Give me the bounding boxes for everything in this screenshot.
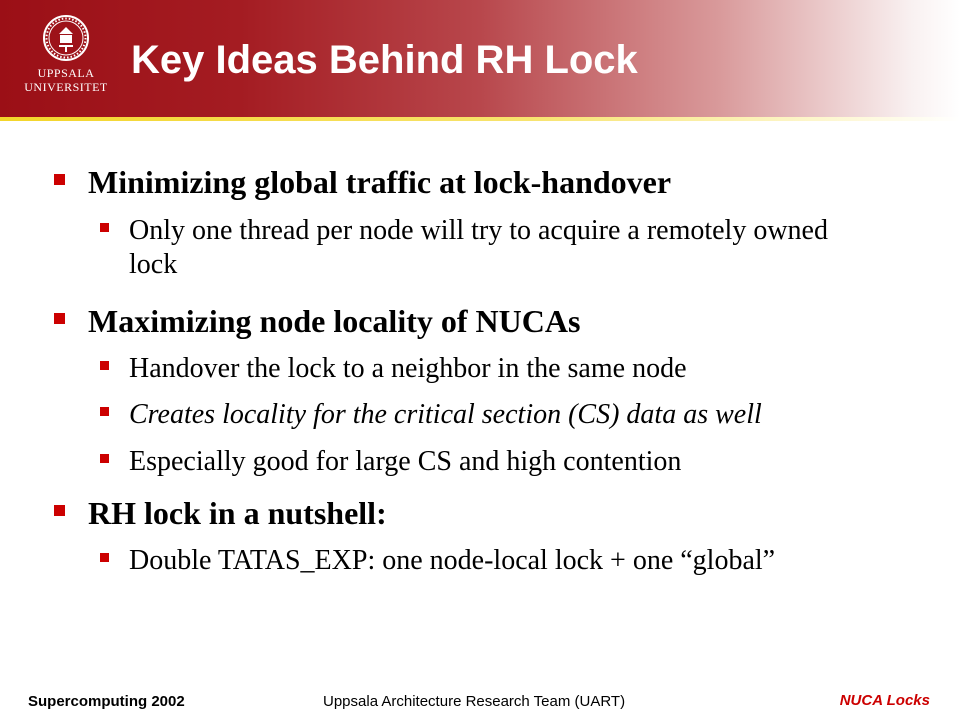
square-bullet-icon (54, 313, 65, 324)
bullet-1-text: Minimizing global traffic at lock-handover (88, 164, 672, 200)
slide-title: Key Ideas Behind RH Lock (131, 38, 638, 82)
bullet-2-sub-3 (129, 445, 849, 479)
bullet-3-text: RH lock in a nutshell: (88, 495, 387, 531)
logo-text-line1: UPPSALA (37, 66, 95, 80)
footer-conference: Supercomputing 2002 (28, 693, 185, 710)
header-divider (0, 117, 960, 121)
bullet-1-sub-1 (129, 214, 849, 282)
university-seal-icon (42, 14, 90, 66)
bullet-3-sub-1 (129, 544, 849, 578)
university-logo (18, 14, 114, 104)
bullet-2-sub-2 (129, 398, 849, 432)
square-bullet-icon (54, 174, 65, 185)
logo-text-line2: UNIVERSITET (24, 80, 108, 94)
bullet-2-sub-1-text: Handover the lock to a neighbor in the same node (129, 353, 687, 384)
bullet-2-sub-1 (129, 352, 849, 386)
bullet-2-sub-3-text: Especially good for large CS and high contention (129, 446, 682, 477)
footer-topic: NUCA Locks (839, 692, 930, 709)
bullet-2 (88, 303, 580, 339)
square-bullet-icon (54, 505, 65, 516)
footer-team: Uppsala Architecture Research Team (UART) (323, 693, 626, 710)
bullet-2-sub-2-text: Creates locality for the critical section (CS) data as well (129, 399, 762, 430)
bullet-3 (88, 495, 387, 531)
bullet-3-sub-1-text: Double TATAS_EXP: one node-local lock + one “global” (129, 545, 776, 576)
bullet-1 (88, 164, 671, 200)
square-bullet-icon (100, 454, 109, 463)
square-bullet-icon (100, 407, 109, 416)
square-bullet-icon (100, 553, 109, 562)
square-bullet-icon (100, 361, 109, 370)
square-bullet-icon (100, 223, 109, 232)
bullet-1-sub-1-text: Only one thread per node will try to acquire a remotely owned lock (129, 215, 828, 280)
bullet-2-text: Maximizing node locality of NUCAs (88, 303, 581, 339)
